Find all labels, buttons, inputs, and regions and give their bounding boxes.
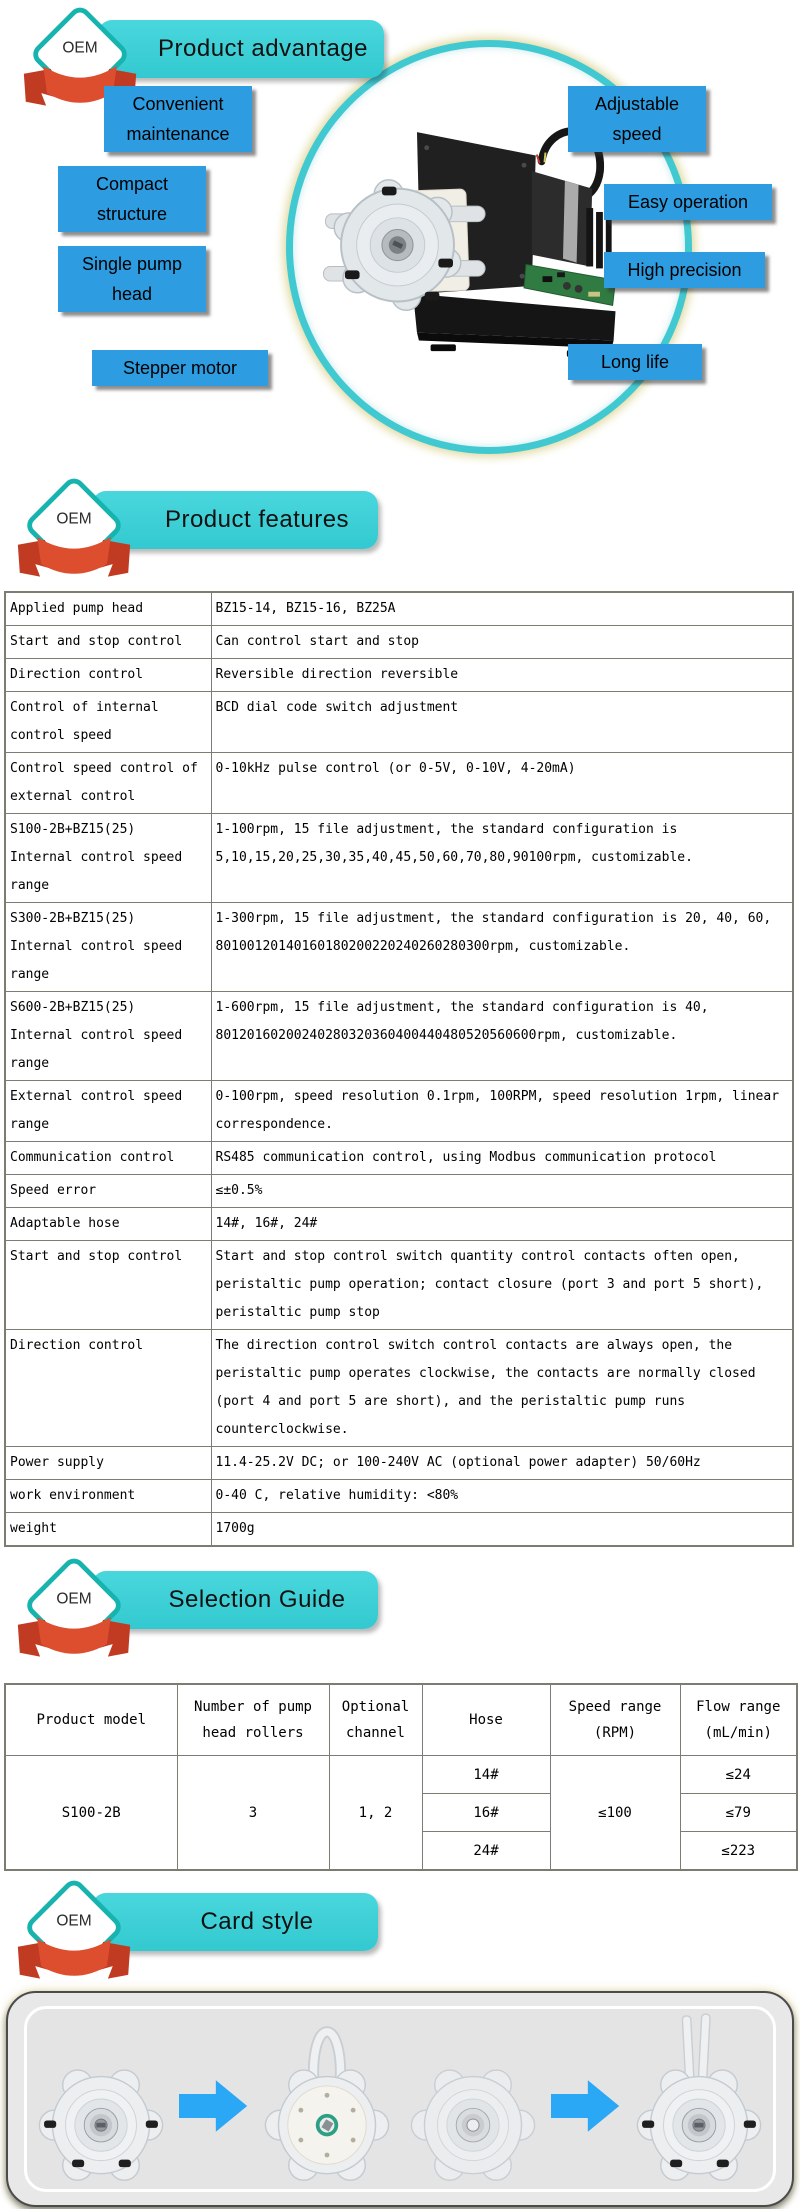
selection-guide-section — [0, 1555, 800, 1871]
cell-flow-range: ≤79 — [680, 1794, 797, 1832]
selection-table — [4, 1683, 798, 1871]
feature-row — [5, 903, 793, 992]
oem-badge-label: OEM — [56, 1912, 92, 1930]
arrow-right-icon — [179, 2078, 249, 2134]
feature-value: 1-600rpm, 15 file adjustment, the standard configuration is 40, 80120160200240280320360400440480520560600rpm, customizable. — [211, 992, 793, 1081]
advantage-label-long-life: Long life — [568, 344, 702, 380]
col-speed-range: Speed range (RPM) — [550, 1684, 680, 1756]
pump-head-image-3 — [403, 2011, 543, 2187]
section-title: Product advantage — [158, 35, 368, 62]
feature-label: Start and stop control — [5, 626, 211, 659]
cell-rollers: 3 — [177, 1756, 329, 1871]
feature-value: BZ15-14, BZ15-16, BZ25A — [211, 592, 793, 626]
advantage-label-compact-structure: Compact structure — [58, 166, 206, 232]
cell-hose: 16# — [422, 1794, 550, 1832]
pump-head-image-4 — [629, 2011, 769, 2187]
selection-row — [5, 1756, 797, 1794]
col-flow-range: Flow range (mL/min) — [680, 1684, 797, 1756]
feature-value: ≤±0.5% — [211, 1175, 793, 1208]
feature-row — [5, 1142, 793, 1175]
pump-head-image-1 — [31, 2011, 171, 2187]
selection-header-row — [5, 1684, 797, 1756]
feature-value: Start and stop control switch quantity control contacts often open, peristaltic pump operation; contact closure (port 3 and port 5 short), peristaltic pump stop — [211, 1241, 793, 1330]
oem-badge-label: OEM — [56, 510, 92, 528]
feature-value: Reversible direction reversible — [211, 659, 793, 692]
product-features-section — [0, 475, 800, 1547]
oem-badge-label: OEM — [56, 1590, 92, 1608]
card-style-panel — [6, 1991, 794, 2207]
section-header-selection — [6, 1555, 800, 1669]
col-product-model: Product model — [5, 1684, 177, 1756]
feature-label: Direction control — [5, 1330, 211, 1447]
feature-row — [5, 992, 793, 1081]
feature-value: RS485 communication control, using Modbus communication protocol — [211, 1142, 793, 1175]
cell-flow-range: ≤223 — [680, 1832, 797, 1871]
feature-value: The direction control switch control contacts are always open, the peristaltic pump operates clockwise, the contacts are normally closed (port 4 and port 5 are short), and the peristaltic pump runs counterclockwise. — [211, 1330, 793, 1447]
base-bracket — [413, 294, 615, 341]
feature-row — [5, 1208, 793, 1241]
feature-label: work environment — [5, 1480, 211, 1513]
stepper-motor — [532, 171, 592, 266]
feature-value: 0-10kHz pulse control (or 0-5V, 0-10V, 4-20mA) — [211, 753, 793, 814]
selection-table-body — [5, 1756, 797, 1871]
card-style-section — [0, 1877, 800, 2207]
feature-label: Communication control — [5, 1142, 211, 1175]
feature-label: External control speed range — [5, 1081, 211, 1142]
feature-row — [5, 1330, 793, 1447]
feature-label: S600-2B+BZ15(25) Internal control speed range — [5, 992, 211, 1081]
feature-label: Start and stop control — [5, 1241, 211, 1330]
oem-badge — [10, 1555, 138, 1677]
feature-value: 11.4-25.2V DC; or 100-240V AC (optional power adapter) 50/60Hz — [211, 1447, 793, 1480]
product-advantage-section — [0, 0, 800, 475]
section-header-card — [6, 1877, 800, 1991]
feature-label: S100-2B+BZ15(25) Internal control speed range — [5, 814, 211, 903]
advantage-label-easy-operation: Easy operation — [604, 184, 772, 220]
features-table-body — [5, 592, 793, 1546]
pump-head-image-2 — [257, 2011, 397, 2187]
feature-row — [5, 1241, 793, 1330]
feature-value: 1-300rpm, 15 file adjustment, the standard configuration is 20, 40, 60, 80100120140160180200220240260280300rpm, customizable. — [211, 903, 793, 992]
feature-row — [5, 659, 793, 692]
cell-hose: 14# — [422, 1756, 550, 1794]
feature-row — [5, 626, 793, 659]
col-hose: Hose — [422, 1684, 550, 1756]
oem-badge-label: OEM — [62, 39, 98, 57]
feature-row — [5, 1480, 793, 1513]
card-inner-frame — [24, 2006, 776, 2192]
feature-label: Adaptable hose — [5, 1208, 211, 1241]
feature-label: Speed error — [5, 1175, 211, 1208]
advantage-label-stepper-motor: Stepper motor — [92, 350, 268, 386]
feature-label: weight — [5, 1513, 211, 1547]
feature-label: Power supply — [5, 1447, 211, 1480]
cell-product-model: S100-2B — [5, 1756, 177, 1871]
section-header-features — [6, 475, 800, 589]
features-table — [4, 591, 794, 1547]
feature-row — [5, 692, 793, 753]
arrow-right-icon — [551, 2078, 621, 2134]
section-title: Selection Guide — [168, 1586, 346, 1613]
feature-value: BCD dial code switch adjustment — [211, 692, 793, 753]
feature-label: Direction control — [5, 659, 211, 692]
cell-speed-range: ≤100 — [550, 1756, 680, 1871]
oem-badge — [10, 1877, 138, 1999]
cell-channels: 1, 2 — [329, 1756, 422, 1871]
oem-badge — [10, 475, 138, 597]
col-optional-channel: Optional channel — [329, 1684, 422, 1756]
feature-label: S300-2B+BZ15(25) Internal control speed range — [5, 903, 211, 992]
feature-label: Control speed control of external control — [5, 753, 211, 814]
feature-value: 0-40 C, relative humidity: <80% — [211, 1480, 793, 1513]
feature-value: 1-100rpm, 15 file adjustment, the standard configuration is 5,10,15,20,25,30,35,40,45,50,60,70,80,90100rpm, customizable. — [211, 814, 793, 903]
feature-row — [5, 1513, 793, 1547]
feature-label: Control of internal control speed — [5, 692, 211, 753]
feature-label: Applied pump head — [5, 592, 211, 626]
feature-row — [5, 1081, 793, 1142]
feature-row — [5, 1447, 793, 1480]
feature-row — [5, 1175, 793, 1208]
feature-value: 14#, 16#, 24# — [211, 1208, 793, 1241]
feature-value: 1700g — [211, 1513, 793, 1547]
advantage-label-adjustable-speed: Adjustable speed — [568, 86, 706, 152]
feature-row — [5, 753, 793, 814]
feature-value: 0-100rpm, speed resolution 0.1rpm, 100RPM, speed resolution 1rpm, linear correspondence. — [211, 1081, 793, 1142]
feature-row — [5, 592, 793, 626]
feature-value: Can control start and stop — [211, 626, 793, 659]
feature-row — [5, 814, 793, 903]
section-title: Card style — [200, 1908, 314, 1935]
advantage-label-single-pump-head: Single pump head — [58, 246, 206, 312]
cell-hose: 24# — [422, 1832, 550, 1871]
advantage-label-high-precision: High precision — [604, 252, 765, 288]
col-rollers: Number of pump head rollers — [177, 1684, 329, 1756]
cell-flow-range: ≤24 — [680, 1756, 797, 1794]
advantage-label-convenient-maintenance: Convenient maintenance — [104, 86, 252, 152]
section-title: Product features — [164, 506, 350, 533]
